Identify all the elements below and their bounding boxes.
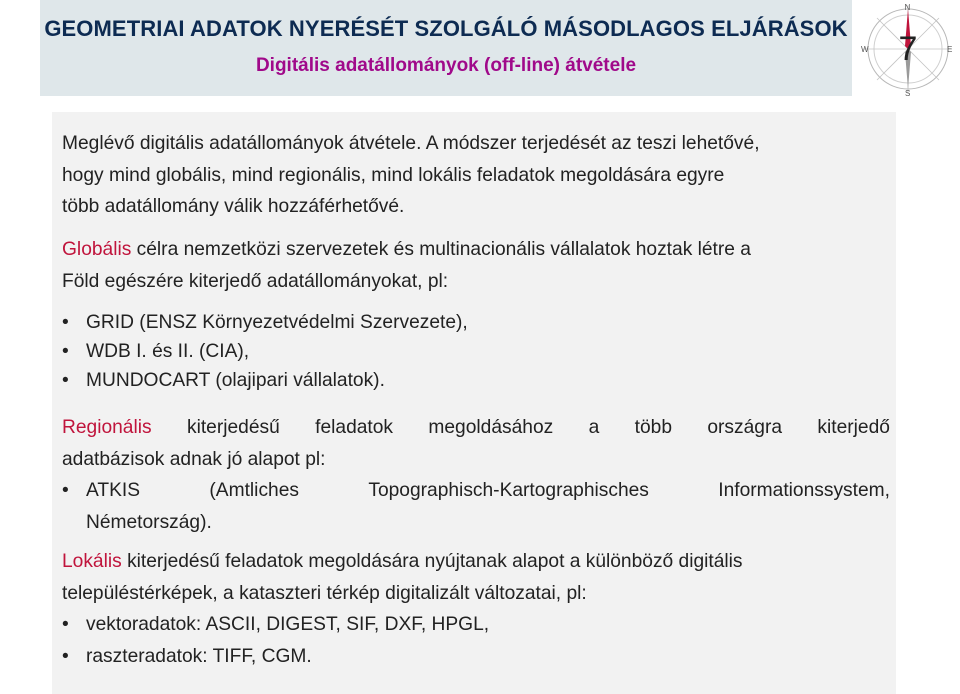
global-line-1-text: célra nemzetközi szervezetek és multinacionális vállalatok hoztak létre a (131, 239, 751, 260)
compass-rose (856, 0, 960, 98)
page-number: 7 (898, 30, 918, 68)
list-item: • vektoradatok: ASCII, DIGEST, SIF, DXF, HPGL, (62, 609, 890, 641)
compass-north: N (904, 3, 911, 12)
global-line-1 (62, 234, 890, 266)
local-paragraph (62, 546, 890, 672)
regional-word: több (634, 417, 672, 438)
local-line-1 (62, 546, 890, 578)
regional-item-word: Topographisch-Kartographisches (368, 480, 649, 501)
global-list (62, 308, 890, 395)
local-keyword: Lokális (62, 551, 122, 572)
regional-keyword: Regionális (62, 417, 152, 438)
list-item: • MUNDOCART (olajipari vállalatok). (62, 366, 890, 395)
header-banner (40, 0, 852, 96)
content-panel (52, 112, 896, 694)
intro-line: több adatállomány válik hozzáférhetővé. (62, 196, 405, 217)
regional-item-word: Informationssystem, (718, 480, 890, 501)
regional-line-2: adatbázisok adnak jó alapot pl: (62, 448, 326, 470)
regional-item-line-1 (86, 475, 890, 507)
global-paragraph (62, 234, 890, 297)
page-title: GEOMETRIAI ADATOK NYERÉSÉT SZOLGÁLÓ MÁSODLAGOS ELJÁRÁSOK (44, 16, 848, 41)
local-line-1-text: kiterjedésű feladatok megoldására nyújtanak alapot a különböző digitális (121, 551, 743, 572)
regional-word: feladatok (315, 417, 394, 438)
regional-word: kiterjedő (817, 417, 890, 438)
regional-item-word: (Amtliches (209, 480, 299, 501)
regional-item-word: • ATKIS (86, 480, 141, 501)
regional-word: a (588, 417, 600, 438)
intro-line: Meglévő digitális adatállományok átvétele. A módszer terjedését az teszi lehetővé, (62, 133, 760, 154)
list-item (62, 475, 890, 538)
regional-word: kiterjedésű (186, 417, 280, 438)
list-item: • raszteradatok: TIFF, CGM. (62, 641, 890, 673)
page-subtitle: Digitális adatállományok (off-line) átvétele (255, 55, 637, 76)
compass-east: E (947, 45, 953, 54)
global-line-2: Föld egészére kiterjedő adatállományokat, pl: (62, 270, 449, 292)
regional-word: országra (707, 417, 783, 438)
compass-west: W (861, 45, 869, 54)
intro-paragraph (62, 128, 890, 223)
intro-line: hogy mind globális, mind regionális, mind lokális feladatok megoldására egyre (62, 164, 725, 186)
regional-item-line-2: Németország). (86, 511, 212, 533)
compass-south: S (905, 89, 911, 98)
regional-line-1 (62, 412, 890, 444)
list-item: • GRID (ENSZ Környezetvédelmi Szervezete), (62, 308, 890, 337)
local-line-2: településtérképek, a kataszteri térkép digitalizált változatai, pl: (62, 582, 587, 604)
regional-paragraph (62, 412, 890, 538)
list-item: • WDB I. és II. (CIA), (62, 337, 890, 366)
global-keyword: Globális (62, 239, 132, 260)
regional-word: megoldásához (428, 417, 554, 438)
